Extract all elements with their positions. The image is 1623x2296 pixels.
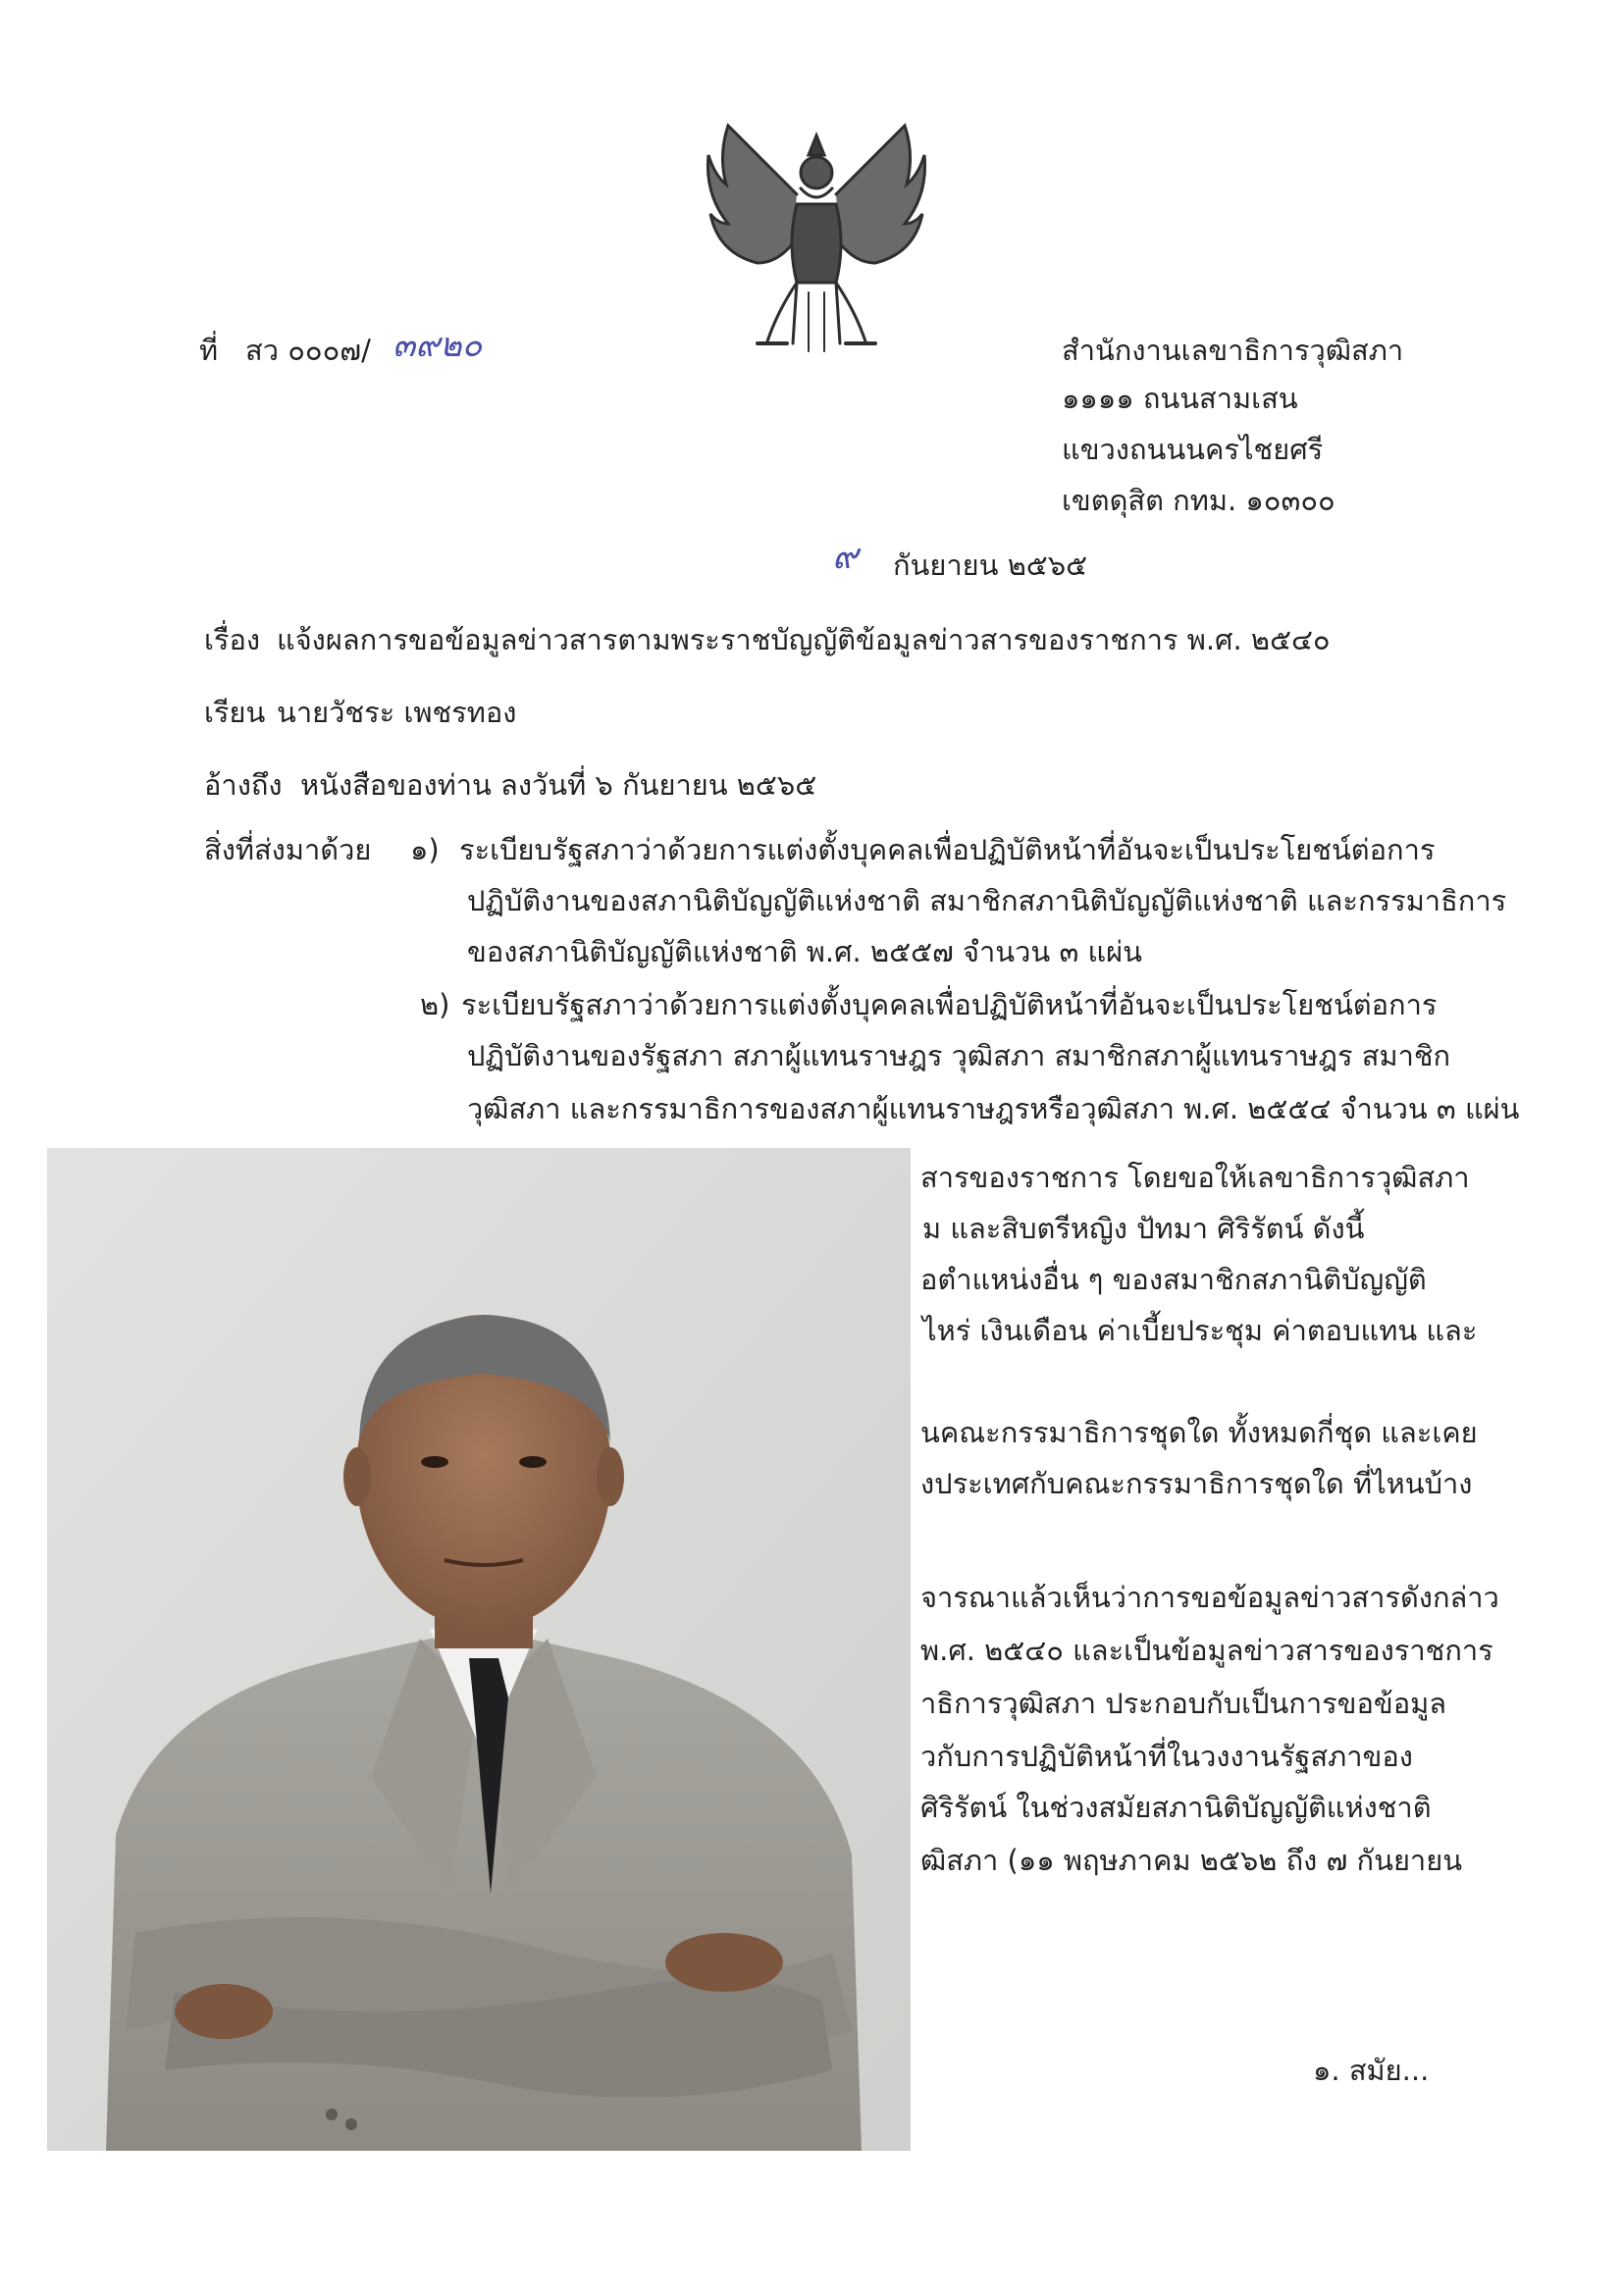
subject-text: แจ้งผลการขอข้อมูลข่าวสารตามพระราชบัญญัติข้อมูลข่าวสารของราชการ พ.ศ. ๒๕๔๐ <box>277 623 1331 656</box>
enclosure-1-number: ๑) <box>410 833 440 866</box>
body-p3-line-1: จารณาแล้วเห็นว่าการขอข้อมูลข่าวสารดังกล่าว <box>920 1581 1499 1614</box>
body-p1-line-3: อตำแหน่งอื่น ๆ ของสมาชิกสภานิติบัญญัติ <box>920 1263 1427 1296</box>
body-p1-line-2: ม และสิบตรีหญิง ปัทมา ศิริรัตน์ ดังนี้ <box>922 1212 1365 1245</box>
portrait-photo <box>47 1148 911 2151</box>
body-p2-line-1: นคณะกรรมาธิการชุดใด ทั้งหมดกี่ชุด และเคย <box>920 1416 1478 1449</box>
body-p1-line-1: สารของราชการ โดยขอให้เลขาธิการวุฒิสภา <box>920 1161 1470 1194</box>
enclosure-2-line-3: วุฒิสภา และกรรมาธิการของสภาผู้แทนราษฎรหรือวุฒิสภา พ.ศ. ๒๕๕๔ จำนวน ๓ แผ่น <box>467 1092 1520 1125</box>
ref-label: ที่ <box>199 334 219 367</box>
reference-label: อ้างถึง <box>204 768 283 802</box>
office-line-2: ๑๑๑๑ ถนนสามเสน <box>1062 382 1298 415</box>
enclosure-2-line-2: ปฏิบัติงานของรัฐสภา สภาผู้แทนราษฎร วุฒิสภา สมาชิกสภาผู้แทนราษฎร สมาชิก <box>467 1039 1451 1072</box>
date-day-handwritten: ๙ <box>832 537 859 577</box>
enclosure-1-line-2: ปฏิบัติงานของสภานิติบัญญัติแห่งชาติ สมาชิกสภานิติบัญญัติแห่งชาติ และกรรมาธิการ <box>467 884 1507 917</box>
enclosure-1-line-3: ของสภานิติบัญญัติแห่งชาติ พ.ศ. ๒๕๕๗ จำนวน ๓ แผ่น <box>467 935 1142 968</box>
enclosure-2-line-1: ระเบียบรัฐสภาว่าด้วยการแต่งตั้งบุคคลเพื่อปฏิบัติหน้าที่อันจะเป็นประโยชน์ต่อการ <box>461 988 1438 1021</box>
body-p2-line-2: งประเทศกับคณะกรรมาธิการชุดใด ที่ไหนบ้าง <box>920 1467 1473 1500</box>
office-line-1: สำนักงานเลขาธิการวุฒิสภา <box>1062 334 1404 367</box>
enclosures-label: สิ่งที่ส่งมาด้วย <box>204 833 372 866</box>
body-p3-line-2: พ.ศ. ๒๕๔๐ และเป็นข้อมูลข่าวสารของราชการ <box>920 1634 1493 1667</box>
body-p1-line-4: ไหร่ เงินเดือน ค่าเบี้ยประชุม ค่าตอบแทน และ <box>922 1314 1478 1347</box>
to-text: นายวัชระ เพชรทอง <box>277 696 517 729</box>
body-p3-line-6: ฒิสภา (๑๑ พฤษภาคม ๒๕๖๒ ถึง ๗ กันยายน <box>920 1844 1463 1877</box>
date-month-year: กันยายน ๒๕๖๕ <box>893 548 1088 582</box>
page-continuation: ๑. สมัย... <box>1313 2054 1430 2087</box>
body-p3-line-5: ศิริรัตน์ ในช่วงสมัยสภานิติบัญญัติแห่งชาติ <box>920 1791 1432 1824</box>
body-p3-line-4: วกับการปฏิบัติหน้าที่ในวงงานรัฐสภาของ <box>920 1740 1413 1773</box>
office-line-3: แขวงถนนนครไชยศรี <box>1062 433 1324 466</box>
body-p3-line-3: าธิการวุฒิสภา ประกอบกับเป็นการขอข้อมูล <box>920 1687 1447 1720</box>
subject-label: เรื่อง <box>204 623 261 656</box>
reference-text: หนังสือของท่าน ลงวันที่ ๖ กันยายน ๒๕๖๕ <box>300 768 817 802</box>
enclosure-2-number: ๒) <box>420 988 450 1021</box>
garuda-emblem-icon <box>699 116 934 361</box>
enclosure-1-line-1: ระเบียบรัฐสภาว่าด้วยการแต่งตั้งบุคคลเพื่อปฏิบัติหน้าที่อันจะเป็นประโยชน์ต่อการ <box>459 833 1436 866</box>
ref-code: สว ๐๐๐๗/ <box>245 334 371 367</box>
office-line-4: เขตดุสิต กทม. ๑๐๓๐๐ <box>1062 484 1335 517</box>
to-label: เรียน <box>204 696 266 729</box>
ref-handwritten: ๓๙๒๐ <box>393 326 483 365</box>
